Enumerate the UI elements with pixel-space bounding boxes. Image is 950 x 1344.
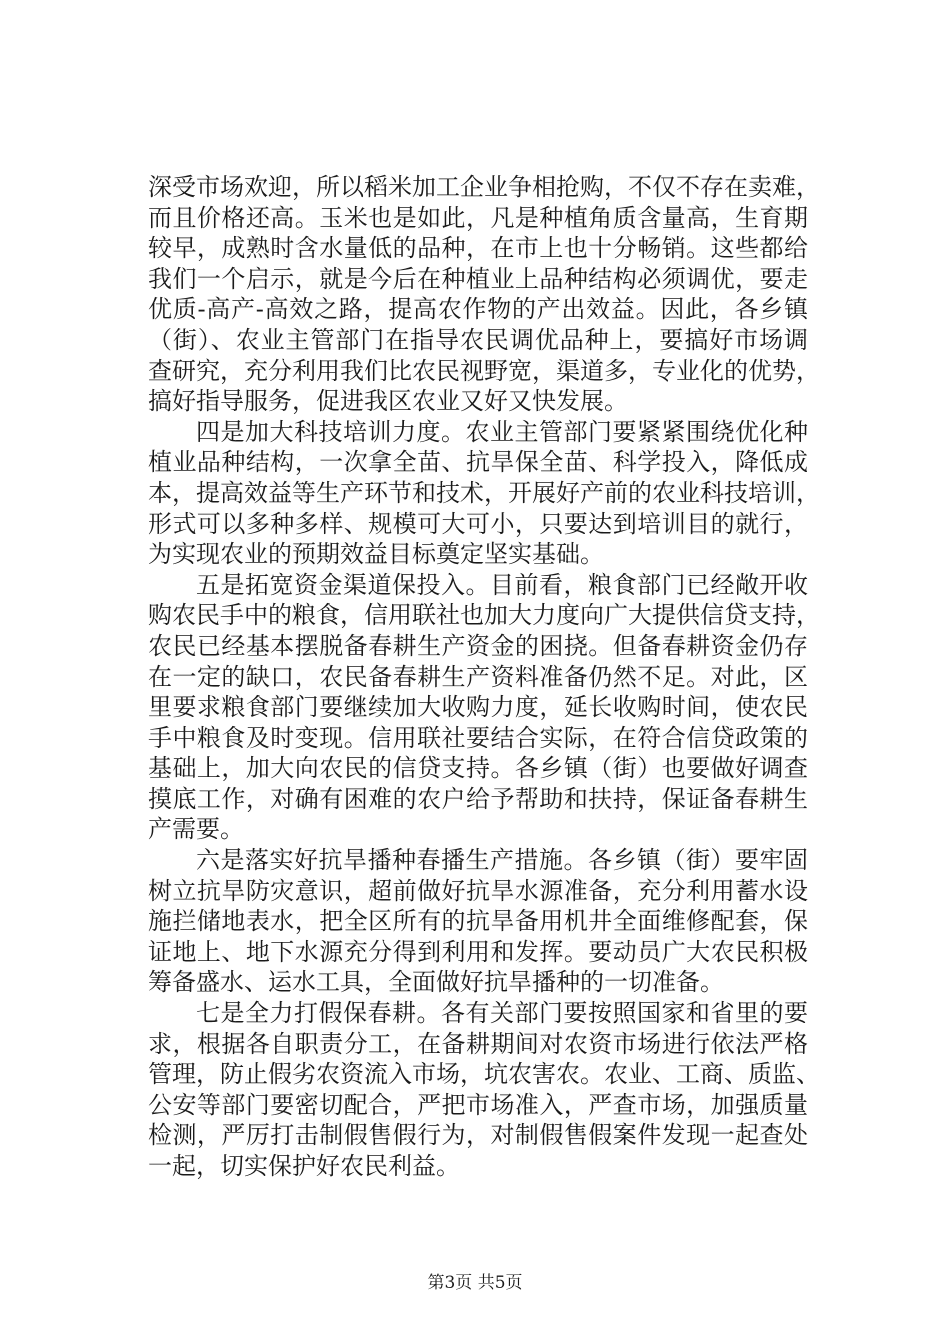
text-line: 摸底工作，对确有困难的农户给予帮助和扶持，保证备春耕生: [148, 784, 808, 813]
text-line: 搞好指导服务，促进我区农业又好又快发展。: [148, 387, 628, 416]
text-line: 购农民手中的粮食，信用联社也加大力度向广大提供信贷支持，: [148, 601, 820, 630]
text-line: 我们一个启示，就是今后在种植业上品种结构必须调优，要走: [148, 264, 808, 293]
text-line: 公安等部门要密切配合，严把市场准入，严查市场，加强质量: [148, 1090, 808, 1119]
text-line: （街）、农业主管部门在指导农民调优品种上，要搞好市场调: [148, 325, 808, 354]
text-line: 基础上，加大向农民的信贷支持。各乡镇（街）也要做好调查: [148, 754, 808, 783]
text-line: 手中粮食及时变现。信用联社要结合实际，在符合信贷政策的: [148, 723, 808, 752]
text-line: 植业品种结构，一次拿全苗、抗旱保全苗、科学投入，降低成: [148, 448, 808, 477]
text-line: 形式可以多种多样、规模可大可小，只要达到培训目的就行，: [148, 509, 808, 538]
text-line: 而且价格还高。玉米也是如此，凡是种植角质含量高，生育期: [148, 203, 808, 232]
text-line: 证地上、地下水源充分得到利用和发挥。要动员广大农民积极: [148, 937, 808, 966]
text-line: 在一定的缺口，农民备春耕生产资料准备仍然不足。对此，区: [148, 662, 808, 691]
text-line: 深受市场欢迎，所以稻米加工企业争相抢购，不仅不存在卖难，: [148, 173, 820, 201]
text-line: 产需要。: [148, 815, 244, 844]
text-line: 检测，严厉打击制假售假行为，对制假售假案件发现一起查处: [148, 1121, 808, 1150]
text-line: 为实现农业的预期效益目标奠定坚实基础。: [148, 540, 604, 569]
text-line: 施拦储地表水，把全区所有的抗旱备用机井全面维修配套，保: [148, 907, 808, 936]
text-line: 树立抗旱防灾意识，超前做好抗旱水源准备，充分利用蓄水设: [148, 876, 808, 905]
paragraph-first-line: 四是加大科技培训力度。农业主管部门要紧紧围绕优化种: [196, 417, 808, 446]
text-line: 管理，防止假劣农资流入市场，坑农害农。农业、工商、质监、: [148, 1060, 820, 1089]
body-text: [148, 172, 820, 1182]
text-line: 求，根据各自职责分工，在备耕期间对农资市场进行依法严格: [148, 1029, 808, 1058]
text-line: 较早，成熟时含水量低的品种，在市上也十分畅销。这些都给: [148, 234, 808, 263]
text-line: 优质-高产-高效之路，提高农作物的产出效益。因此，各乡镇: [148, 295, 808, 324]
text-line: 一起，切实保护好农民利益。: [148, 1152, 460, 1180]
page-footer: 第3页 共5页: [427, 1273, 523, 1293]
text-line: 筹备盛水、运水工具，全面做好抗旱播种的一切准备。: [148, 968, 724, 997]
text-line: 查研究，充分利用我们比农民视野宽，渠道多，专业化的优势，: [148, 356, 820, 385]
paragraph-first-line: 六是落实好抗旱播种春播生产措施。各乡镇（街）要牢固: [196, 846, 808, 875]
text-line: 里要求粮食部门要继续加大收购力度，延长收购时间，使农民: [148, 693, 808, 722]
paragraph-first-line: 七是全力打假保春耕。各有关部门要按照国家和省里的要: [196, 999, 808, 1028]
paragraph-first-line: 五是拓宽资金渠道保投入。目前看，粮食部门已经敞开收: [196, 570, 808, 599]
text-line: 本，提高效益等生产环节和技术，开展好产前的农业科技培训，: [148, 478, 820, 507]
text-line: 农民已经基本摆脱备春耕生产资金的困挠。但备春耕资金仍存: [148, 631, 808, 660]
